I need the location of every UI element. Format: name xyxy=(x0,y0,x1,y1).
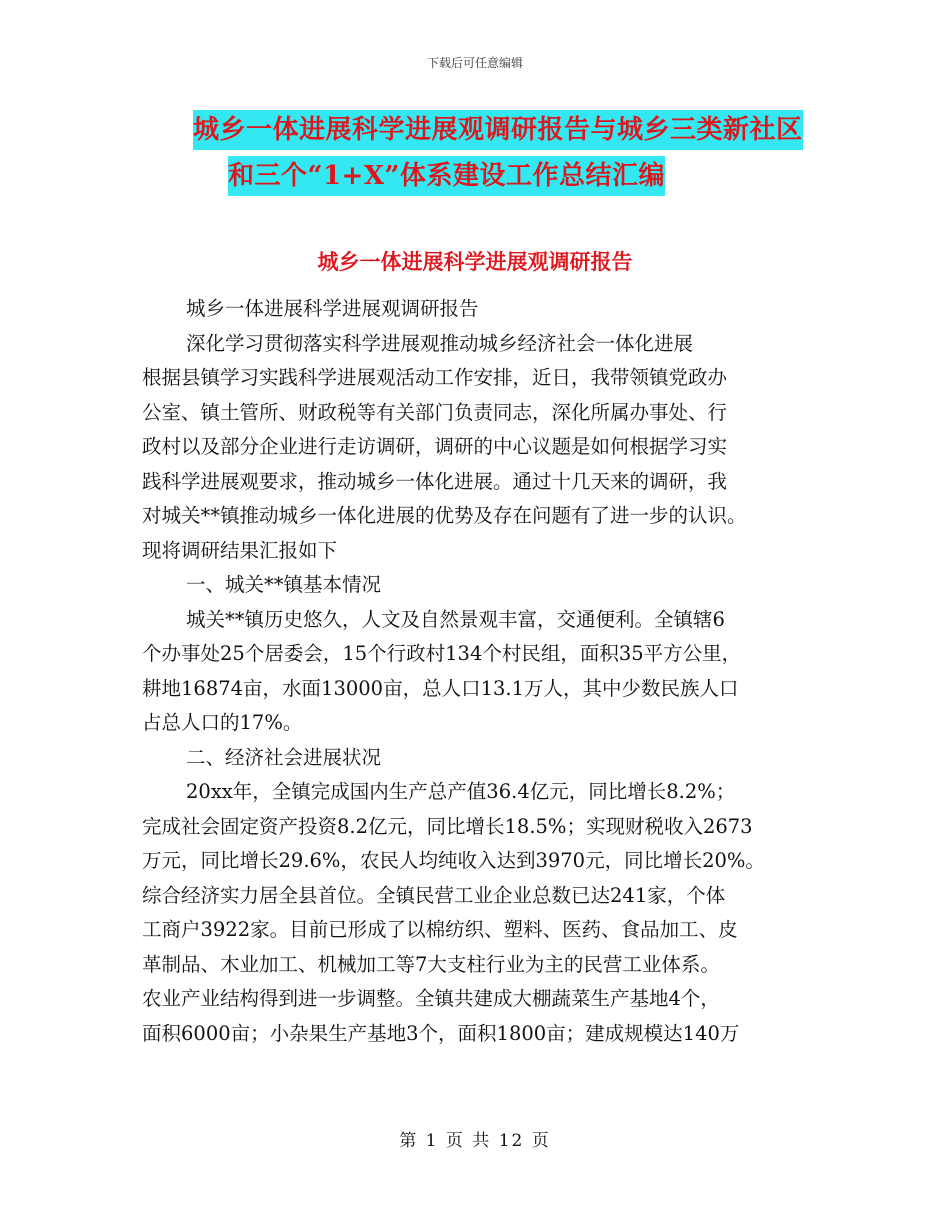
text-line: 深化学习贯彻落实科学进展观推动城乡经济社会一体化进展 xyxy=(186,331,694,355)
text-line: 城乡一体进展科学进展观调研报告 xyxy=(186,297,479,320)
title-line-2: 和三个“1+X”体系建设工作总结汇编 xyxy=(228,156,665,196)
section-heading: 二、经济社会进展状况 xyxy=(186,745,382,769)
text-line: 根据县镇学习实践科学进展观活动工作安排，近日，我带领镇党政办 xyxy=(142,366,728,389)
text-line: 完成社会固定资产投资8.2亿元，同比增长18.5%；实现财税收入2673 xyxy=(142,814,753,838)
text-line: 耕地16874亩，水面13000亩，总人口13.1万人，其中少数民族人口 xyxy=(142,676,739,700)
text-line: 城关**镇历史悠久，人文及自然景观丰富，交通便利。全镇辖6 xyxy=(186,607,725,631)
text-line: 对城关**镇推动城乡一体化进展的优势及存在问题有了进一步的认识。 xyxy=(142,504,747,527)
section-heading: 一、城关**镇基本情况 xyxy=(186,573,382,596)
text-line: 政村以及部分企业进行走访调研，调研的中心议题是如何根据学习实 xyxy=(142,435,728,458)
body-text xyxy=(142,292,812,1051)
text-line: 占总人口的17%。 xyxy=(142,711,303,734)
text-line: 面积6000亩；小杂果生产基地3个，面积1800亩；建成规模达140万 xyxy=(142,1021,740,1045)
text-line: 革制品、木业加工、机械加工等7大支柱行业为主的民营工业体系。 xyxy=(142,952,720,976)
text-line: 万元，同比增长29.6%，农民人均纯收入达到3970元，同比增长20%。 xyxy=(142,849,765,872)
header-note: 下载后可任意编辑 xyxy=(426,56,523,70)
text-line: 综合经济实力居全县首位。全镇民营工业企业总数已达241家，个体 xyxy=(142,883,726,907)
text-line: 践科学进展观要求，推动城乡一体化进展。通过十几天来的调研，我 xyxy=(142,469,728,493)
text-line: 20xx年，全镇完成国内生产总产值36.4亿元，同比增长8.2%； xyxy=(186,780,736,803)
page-footer: 第 1 页 共 12 页 xyxy=(399,1131,551,1151)
title-line-1: 城乡一体进展科学进展观调研报告与城乡三类新社区 xyxy=(193,110,803,150)
text-line: 现将调研结果汇报如下 xyxy=(142,538,338,562)
text-line: 农业产业结构得到进一步调整。全镇共建成大棚蔬菜生产基地4个， xyxy=(142,987,720,1010)
text-line: 工商户3922家。目前已形成了以棉纺织、塑料、医药、食品加工、皮 xyxy=(142,918,738,941)
text-line: 公室、镇土管所、财政税等有关部门负责同志，深化所属办事处、行 xyxy=(142,400,728,424)
section-title: 城乡一体进展科学进展观调研报告 xyxy=(317,249,633,274)
text-line: 个办事处25个居委会，15个行政村134个村民组，面积35平方公里， xyxy=(142,642,742,665)
